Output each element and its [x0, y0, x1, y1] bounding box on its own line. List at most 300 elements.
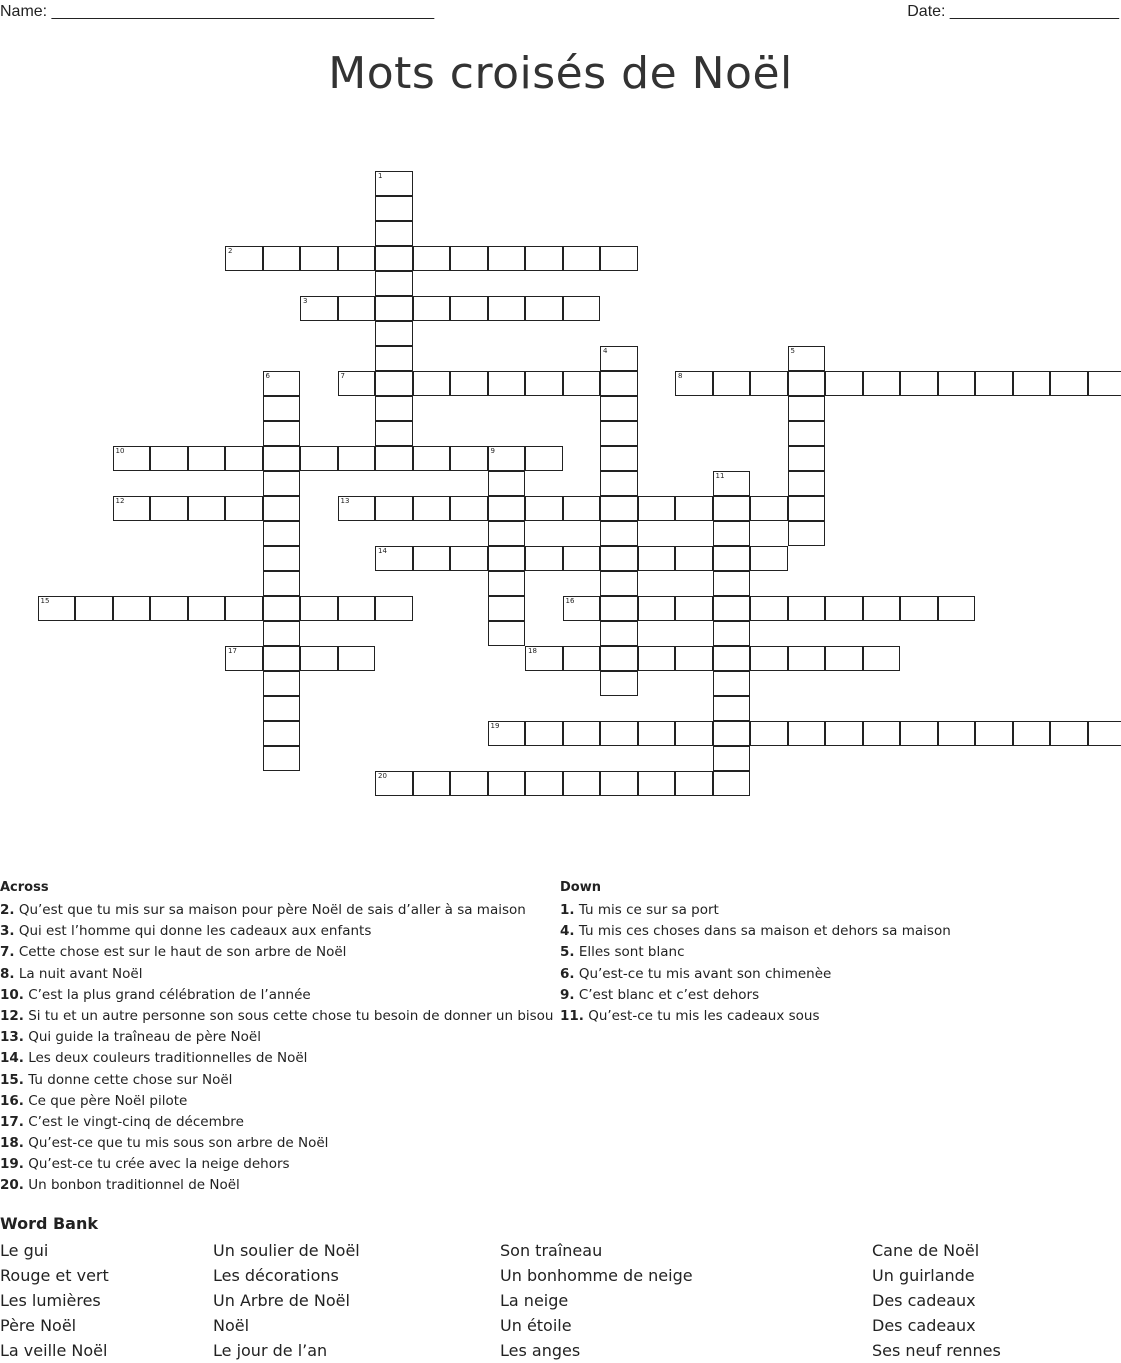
word-bank-item: Père Noël: [0, 1316, 77, 1335]
clue-number: 7.: [0, 944, 15, 961]
clue-text: Elles sont blanc: [574, 944, 685, 961]
word-bank-item: Un étoile: [500, 1316, 572, 1335]
clue-number: 12: [115, 497, 125, 505]
grid-cell: [600, 771, 638, 796]
grid-cell: [338, 446, 376, 471]
grid-cell: [263, 721, 301, 746]
clue-item: [0, 1155, 560, 1176]
grid-cell: [150, 496, 188, 521]
grid-cell: [600, 596, 638, 621]
grid-cell: [263, 696, 301, 721]
word-bank-item: La veille Noël: [0, 1341, 108, 1360]
clue-item: [0, 1071, 560, 1092]
grid-cell: [713, 496, 751, 521]
grid-cell: [38, 596, 76, 621]
grid-cell: [563, 496, 601, 521]
clue-number: 6: [265, 372, 270, 380]
grid-cell: [488, 371, 526, 396]
grid-cell: [338, 246, 376, 271]
clue-number: 15.: [0, 1071, 24, 1088]
grid-cell: [225, 246, 263, 271]
grid-cell: [600, 496, 638, 521]
grid-cell: [263, 521, 301, 546]
word-bank-item: La neige: [500, 1291, 569, 1310]
grid-cell: [788, 396, 826, 421]
grid-cell: [263, 546, 301, 571]
grid-cell: [488, 521, 526, 546]
grid-cell: [825, 721, 863, 746]
clue-number: 13: [340, 497, 350, 505]
grid-cell: [900, 371, 938, 396]
grid-cell: [713, 571, 751, 596]
grid-cell: [450, 246, 488, 271]
word-bank-item: Un bonhomme de neige: [500, 1266, 693, 1285]
grid-cell: [713, 671, 751, 696]
grid-cell: [525, 446, 563, 471]
grid-cell: [1088, 371, 1121, 396]
grid-cell: [713, 471, 751, 496]
clue-number: 8: [678, 372, 683, 380]
grid-cell: [338, 496, 376, 521]
grid-cell: [488, 296, 526, 321]
clue-number: 17: [228, 647, 237, 655]
word-bank-item: Un Arbre de Noël: [213, 1291, 350, 1310]
grid-cell: [600, 396, 638, 421]
grid-cell: [113, 496, 151, 521]
grid-cell: [413, 246, 451, 271]
grid-cell: [225, 596, 263, 621]
clue-text: C’est le vingt-cinq de décembre: [23, 1113, 244, 1130]
clue-text: Tu mis ce sur sa port: [574, 902, 719, 918]
clue-item: [560, 986, 1120, 1007]
clue-number: 9.: [560, 986, 575, 1003]
clue-item: [560, 1007, 1120, 1028]
grid-cell: [375, 421, 413, 446]
grid-cell: [263, 646, 301, 671]
grid-cell: [600, 571, 638, 596]
grid-cell: [75, 596, 113, 621]
grid-cell: [375, 546, 413, 571]
grid-cell: [563, 596, 601, 621]
grid-cell: [788, 521, 826, 546]
grid-cell: [675, 546, 713, 571]
grid-cell: [788, 446, 826, 471]
down-clues: [560, 880, 1120, 1028]
grid-cell: [600, 546, 638, 571]
grid-cell: [938, 721, 976, 746]
clue-number: 4.: [560, 923, 575, 940]
clue-number: 11.: [560, 1007, 584, 1024]
grid-cell: [450, 296, 488, 321]
grid-cell: [788, 471, 826, 496]
grid-cell: [375, 171, 413, 196]
grid-cell: [675, 596, 713, 621]
across-heading: Across: [0, 880, 49, 895]
clue-number: 20: [378, 772, 387, 780]
clue-number: 12.: [0, 1007, 24, 1024]
grid-cell: [713, 771, 751, 796]
grid-cell: [563, 771, 601, 796]
clue-item: [0, 1007, 560, 1028]
clue-item: [560, 965, 1120, 986]
grid-cell: [263, 746, 301, 771]
grid-cell: [300, 446, 338, 471]
word-bank-item: Noël: [213, 1316, 250, 1335]
grid-cell: [300, 596, 338, 621]
clue-number: 6.: [560, 965, 575, 982]
grid-cell: [938, 596, 976, 621]
word-bank-item: Un guirlande: [872, 1266, 975, 1285]
clue-number: 5: [790, 347, 795, 355]
grid-cell: [563, 371, 601, 396]
clue-number: 3: [303, 297, 308, 305]
word-bank-column: [872, 1238, 1001, 1363]
grid-cell: [413, 446, 451, 471]
grid-cell: [488, 621, 526, 646]
grid-cell: [638, 646, 676, 671]
clue-item: [0, 986, 560, 1007]
word-bank-column: [0, 1238, 109, 1363]
grid-cell: [675, 496, 713, 521]
word-bank-item: Son traîneau: [500, 1241, 603, 1260]
grid-cell: [150, 596, 188, 621]
word-bank-item: Des cadeaux: [872, 1316, 976, 1335]
grid-cell: [638, 771, 676, 796]
clue-number: 13.: [0, 1029, 24, 1046]
grid-cell: [750, 646, 788, 671]
word-bank-column: [500, 1238, 693, 1363]
grid-cell: [600, 246, 638, 271]
grid-cell: [863, 721, 901, 746]
grid-cell: [750, 721, 788, 746]
grid-cell: [263, 396, 301, 421]
grid-cell: [563, 646, 601, 671]
grid-cell: [713, 621, 751, 646]
clue-number: 2.: [0, 902, 15, 918]
grid-cell: [713, 521, 751, 546]
grid-cell: [113, 446, 151, 471]
clue-number: 18: [528, 647, 537, 655]
word-bank-item: Un soulier de Noël: [213, 1241, 360, 1260]
clue-text: Qui guide la traîneau de père Noël: [23, 1029, 261, 1046]
grid-cell: [525, 246, 563, 271]
grid-cell: [450, 371, 488, 396]
grid-cell: [375, 771, 413, 796]
grid-cell: [375, 496, 413, 521]
clue-text: Si tu et un autre personne son sous cette chose tu besoin de donner un bisou: [23, 1007, 554, 1024]
grid-cell: [375, 196, 413, 221]
grid-cell: [375, 221, 413, 246]
grid-cell: [488, 721, 526, 746]
word-bank: [0, 1214, 1001, 1360]
grid-cell: [488, 546, 526, 571]
grid-cell: [375, 596, 413, 621]
grid-cell: [863, 646, 901, 671]
grid-cell: [300, 246, 338, 271]
clue-number: 19.: [0, 1156, 24, 1173]
clue-item: [0, 943, 560, 964]
clue-item: [0, 922, 560, 943]
clue-number: 15: [40, 597, 50, 605]
grid-cell: [638, 596, 676, 621]
grid-cell: [938, 371, 976, 396]
grid-cell: [525, 371, 563, 396]
clue-item: [0, 901, 560, 922]
clue-text: Un bonbon traditionnel de Noël: [23, 1177, 240, 1194]
grid-cell: [488, 596, 526, 621]
clue-number: 17.: [0, 1113, 24, 1130]
clue-number: 8.: [0, 965, 15, 982]
grid-cell: [488, 771, 526, 796]
clue-number: 14.: [0, 1050, 24, 1067]
grid-cell: [300, 646, 338, 671]
grid-cell: [525, 721, 563, 746]
grid-cell: [488, 446, 526, 471]
clue-number: 2: [228, 247, 233, 255]
grid-cell: [263, 471, 301, 496]
clue-item: [0, 1028, 560, 1049]
grid-cell: [375, 346, 413, 371]
clue-text: La nuit avant Noël: [14, 965, 143, 982]
grid-cell: [713, 646, 751, 671]
grid-cell: [1088, 721, 1121, 746]
grid-cell: [300, 296, 338, 321]
grid-cell: [375, 446, 413, 471]
grid-cell: [413, 371, 451, 396]
grid-cell: [488, 246, 526, 271]
grid-cell: [225, 496, 263, 521]
grid-cell: [525, 771, 563, 796]
word-bank-item: Le jour de l’an: [213, 1341, 328, 1360]
clue-number: 16: [565, 597, 575, 605]
grid-cell: [788, 421, 826, 446]
grid-cell: [525, 646, 563, 671]
clue-number: 18.: [0, 1135, 24, 1152]
grid-cell: [263, 596, 301, 621]
grid-cell: [263, 571, 301, 596]
grid-cell: [488, 496, 526, 521]
clue-text: Qu’est-ce tu mis les cadeaux sous: [583, 1007, 820, 1024]
grid-cell: [450, 771, 488, 796]
across-clues: [0, 880, 560, 1198]
grid-cell: [263, 421, 301, 446]
clue-number: 10: [115, 447, 125, 455]
grid-cell: [225, 446, 263, 471]
grid-cell: [675, 721, 713, 746]
grid-cell: [713, 596, 751, 621]
grid-cell: [263, 671, 301, 696]
grid-cell: [638, 546, 676, 571]
grid-cell: [263, 496, 301, 521]
grid-cell: [788, 346, 826, 371]
grid-cell: [338, 596, 376, 621]
clue-item: [0, 1176, 560, 1197]
grid-cell: [788, 496, 826, 521]
grid-cell: [713, 721, 751, 746]
grid-cell: [675, 771, 713, 796]
grid-cell: [563, 296, 601, 321]
grid-cell: [263, 446, 301, 471]
grid-cell: [600, 521, 638, 546]
grid-cell: [600, 721, 638, 746]
grid-cell: [825, 596, 863, 621]
grid-cell: [900, 596, 938, 621]
grid-cell: [263, 621, 301, 646]
grid-cell: [338, 371, 376, 396]
grid-cell: [375, 321, 413, 346]
word-bank-item: Des cadeaux: [872, 1291, 976, 1310]
word-bank-item: Ses neuf rennes: [872, 1341, 1001, 1360]
grid-cell: [750, 496, 788, 521]
grid-cell: [188, 596, 226, 621]
word-bank-heading: Word Bank: [0, 1214, 99, 1233]
grid-cell: [525, 546, 563, 571]
grid-cell: [375, 396, 413, 421]
clue-text: Qu’est-ce tu mis avant son chimenèe: [574, 965, 832, 982]
grid-cell: [263, 246, 301, 271]
clue-item: [0, 1134, 560, 1155]
clue-item: [560, 943, 1120, 964]
clue-text: Qu’est que tu mis sur sa maison pour père Noël de sais d’aller à sa maison: [14, 902, 526, 918]
grid-cell: [825, 371, 863, 396]
grid-cell: [750, 546, 788, 571]
grid-cell: [375, 371, 413, 396]
clue-text: Tu mis ces choses dans sa maison et dehors sa maison: [574, 923, 951, 940]
clue-text: Ce que père Noël pilote: [23, 1092, 188, 1109]
grid-cell: [1013, 721, 1051, 746]
grid-cell: [713, 371, 751, 396]
clue-number: 1.: [560, 902, 575, 918]
word-bank-item: Le gui: [0, 1241, 49, 1260]
clue-text: Qui est l’homme qui donne les cadeaux aux enfants: [14, 923, 372, 940]
grid-cell: [413, 546, 451, 571]
grid-cell: [900, 721, 938, 746]
clue-item: [0, 1049, 560, 1070]
clue-item: [0, 1113, 560, 1134]
grid-cell: [675, 646, 713, 671]
grid-cell: [525, 496, 563, 521]
grid-cell: [488, 471, 526, 496]
grid-cell: [1013, 371, 1051, 396]
grid-cell: [600, 671, 638, 696]
grid-cell: [788, 721, 826, 746]
grid-cell: [188, 496, 226, 521]
grid-cell: [600, 621, 638, 646]
clue-text: Tu donne cette chose sur Noël: [23, 1071, 233, 1088]
word-bank-item: Les décorations: [213, 1266, 339, 1285]
clue-number: 11: [715, 472, 725, 480]
clue-item: [0, 1092, 560, 1113]
grid-cell: [413, 771, 451, 796]
grid-cell: [750, 371, 788, 396]
grid-cell: [975, 371, 1013, 396]
clue-number: 1: [378, 172, 383, 180]
grid-cell: [413, 296, 451, 321]
grid-cell: [600, 371, 638, 396]
name-field-label: Name: ___________________________________________: [0, 3, 435, 20]
clue-item: [560, 922, 1120, 943]
grid-cell: [338, 296, 376, 321]
down-heading: Down: [560, 880, 601, 895]
grid-cell: [788, 646, 826, 671]
clue-number: 14: [378, 547, 387, 555]
grid-cell: [1050, 371, 1088, 396]
grid-cell: [525, 296, 563, 321]
clue-text: C’est blanc et c’est dehors: [574, 986, 760, 1003]
clue-number: 4: [603, 347, 608, 355]
grid-cell: [975, 721, 1013, 746]
clue-number: 10.: [0, 986, 24, 1003]
word-bank-item: Les lumières: [0, 1291, 101, 1310]
grid-cell: [863, 596, 901, 621]
clue-item: [560, 901, 1120, 922]
grid-cell: [713, 546, 751, 571]
grid-cell: [713, 746, 751, 771]
clue-text: Cette chose est sur le haut de son arbre de Noël: [14, 944, 347, 961]
clue-number: 3.: [0, 923, 15, 940]
clue-item: [0, 965, 560, 986]
grid-cell: [188, 446, 226, 471]
word-bank-item: Rouge et vert: [0, 1266, 109, 1285]
grid-cell: [600, 646, 638, 671]
grid-cell: [1050, 721, 1088, 746]
clue-number: 9: [490, 447, 495, 455]
grid-cell: [263, 371, 301, 396]
page-title: Mots croisés de Noël: [328, 48, 793, 99]
clue-text: Qu’est-ce que tu mis sous son arbre de Noël: [23, 1135, 329, 1152]
clue-text: Qu’est-ce tu crée avec la neige dehors: [23, 1156, 290, 1173]
grid-cell: [150, 446, 188, 471]
grid-cell: [450, 496, 488, 521]
grid-cell: [638, 496, 676, 521]
grid-cell: [225, 646, 263, 671]
grid-cell: [675, 371, 713, 396]
grid-cell: [450, 446, 488, 471]
grid-cell: [600, 471, 638, 496]
grid-cell: [375, 271, 413, 296]
grid-cell: [488, 571, 526, 596]
clue-number: 19: [490, 722, 500, 730]
grid-cell: [563, 721, 601, 746]
clue-text: Les deux couleurs traditionnelles de Noël: [23, 1050, 308, 1067]
grid-cell: [863, 371, 901, 396]
clue-number: 20.: [0, 1177, 24, 1194]
grid-cell: [713, 696, 751, 721]
grid-cell: [563, 546, 601, 571]
grid-cell: [113, 596, 151, 621]
grid-cell: [788, 596, 826, 621]
grid-cell: [563, 246, 601, 271]
grid-cell: [375, 296, 413, 321]
word-bank-column: [213, 1238, 360, 1363]
clue-number: 5.: [560, 944, 575, 961]
grid-cell: [413, 496, 451, 521]
clue-number: 7: [340, 372, 345, 380]
word-bank-item: Les anges: [500, 1341, 581, 1360]
word-bank-item: Cane de Noël: [872, 1241, 980, 1260]
clue-number: 16.: [0, 1092, 24, 1109]
grid-cell: [338, 646, 376, 671]
grid-cell: [600, 421, 638, 446]
grid-cell: [638, 721, 676, 746]
grid-cell: [600, 446, 638, 471]
grid-cell: [825, 646, 863, 671]
grid-cell: [450, 546, 488, 571]
date-field-label: Date: ___________________: [907, 3, 1119, 20]
grid-cell: [788, 371, 826, 396]
grid-cell: [600, 346, 638, 371]
grid-cell: [375, 246, 413, 271]
